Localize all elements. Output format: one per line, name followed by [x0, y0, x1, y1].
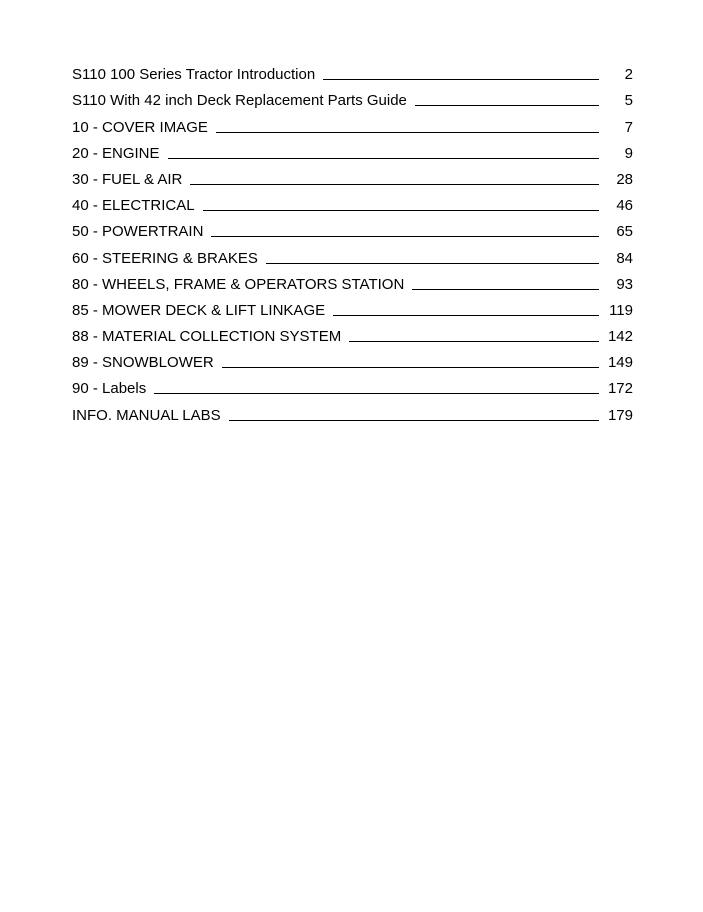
toc-leader-line — [211, 236, 599, 237]
toc-leader-line — [415, 105, 599, 106]
toc-entry-wheels-frame[interactable] — [72, 267, 633, 293]
toc-leader-line — [222, 367, 599, 368]
toc-entry-page: 93 — [616, 275, 633, 293]
toc-entry-title: 20 - ENGINE — [72, 144, 160, 162]
toc-entry-page: 46 — [616, 197, 633, 215]
toc-entry-info-manual-labs[interactable] — [72, 397, 633, 423]
toc-entry-fuel-air[interactable] — [72, 162, 633, 188]
toc-entry-title: 30 - FUEL & AIR — [72, 170, 183, 188]
toc-entry-title: S110 With 42 inch Deck Replacement Parts Guide — [72, 92, 407, 110]
toc-entry-steering-brakes[interactable] — [72, 240, 633, 266]
toc-entry-cover-image[interactable] — [72, 109, 633, 135]
toc-entry-title: S110 100 Series Tractor Introduction — [72, 66, 316, 84]
toc-entry-title: 80 - WHEELS, FRAME & OPERATORS STATION — [72, 275, 405, 293]
toc-entry-snowblower[interactable] — [72, 345, 633, 371]
toc-leader-line — [190, 184, 599, 185]
toc-entry-page: 9 — [624, 144, 633, 162]
toc-leader-line — [412, 289, 599, 290]
toc-entry-title: 90 - Labels — [72, 380, 147, 398]
toc-leader-line — [229, 420, 599, 421]
toc-entry-parts-guide[interactable] — [72, 83, 633, 109]
toc-entry-page: 142 — [607, 328, 633, 346]
toc-leader-line — [154, 393, 599, 394]
toc-entry-mower-deck[interactable] — [72, 293, 633, 319]
toc-entry-title: INFO. MANUAL LABS — [72, 406, 221, 424]
toc-entry-introduction[interactable] — [72, 57, 633, 83]
toc-leader-line — [323, 79, 599, 80]
toc-entry-title: 60 - STEERING & BRAKES — [72, 249, 258, 267]
toc-entry-page: 84 — [616, 249, 633, 267]
toc-entry-electrical[interactable] — [72, 188, 633, 214]
toc-entry-engine[interactable] — [72, 136, 633, 162]
toc-entry-title: 40 - ELECTRICAL — [72, 197, 195, 215]
toc-entry-title: 85 - MOWER DECK & LIFT LINKAGE — [72, 301, 326, 319]
toc-entry-title: 10 - COVER IMAGE — [72, 118, 208, 136]
toc-entry-page: 28 — [616, 170, 633, 188]
toc-entry-powertrain[interactable] — [72, 214, 633, 240]
toc-entry-page: 5 — [624, 92, 633, 110]
toc-entry-labels[interactable] — [72, 371, 633, 397]
toc-leader-line — [349, 341, 599, 342]
toc-entry-page: 2 — [624, 66, 633, 84]
toc-entry-page: 179 — [607, 406, 633, 424]
table-of-contents — [72, 57, 633, 424]
toc-leader-line — [266, 263, 599, 264]
toc-entry-page: 149 — [607, 354, 633, 372]
toc-entry-page: 65 — [616, 223, 633, 241]
toc-entry-title: 88 - MATERIAL COLLECTION SYSTEM — [72, 328, 342, 346]
toc-leader-line — [168, 158, 599, 159]
toc-entry-title: 89 - SNOWBLOWER — [72, 354, 214, 372]
toc-entry-title: 50 - POWERTRAIN — [72, 223, 204, 241]
toc-entry-material-collection[interactable] — [72, 319, 633, 345]
toc-entry-page: 119 — [609, 301, 633, 319]
toc-leader-line — [216, 132, 599, 133]
toc-entry-page: 7 — [624, 118, 633, 136]
toc-leader-line — [333, 315, 599, 316]
toc-leader-line — [203, 210, 599, 211]
toc-entry-page: 172 — [607, 380, 633, 398]
